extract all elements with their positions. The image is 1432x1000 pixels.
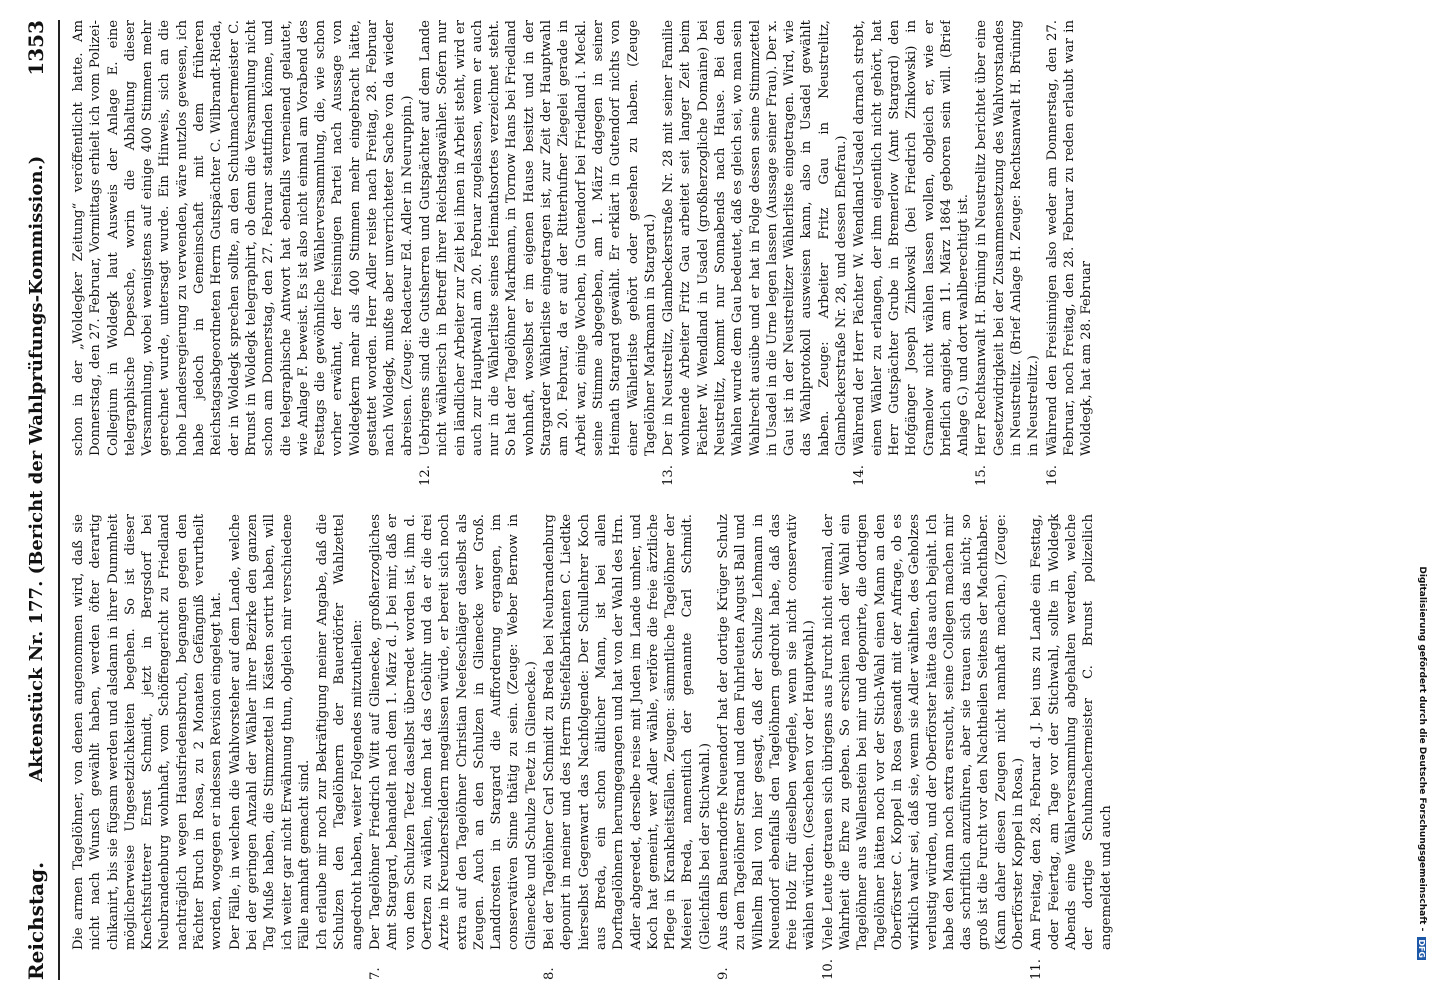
- paragraph-text: Der in Neustrelitz, Glambeckerstraße Nr. 28 mit seiner Familie wohnende Arbeiter Fritz Gau arbeitet seit langer Zeit beim Pächter W. Wendland in Usadel (großherzogliche Domaine) bei Neustrelitz, kommt nur Sonnabends nach Hause. Bei den Wahlen wurde dem Gau bedeutet, daß es gleich sei, wo man sein Wahlrecht ausübe und er hat in Folge dessen seine Stimmzettel in Usadel in die Urne legen lassen (Aussage seiner Frau). Der x. Gau ist in der Neustrelitzer Wählerliste eingetragen. Wird, wie das Wahlprotokoll ausweisen kann, also in Usadel gewählt haben. Zeuge: Arbeiter Fritz Gau in Neustrelitz, Glambeckerstraße Nr. 28, und dessen Ehefrau.): [661, 20, 850, 456]
- page-header: [16, 20, 56, 980]
- paragraph: [1028, 514, 1115, 980]
- paragraph-number: 13.: [661, 465, 677, 486]
- paragraph-text: Die armen Tagelöhner, von denen angenommen wird, daß sie nicht nach Wunsch gewählt haben, werden öfter derartig chikanirt, bis sie fügsam werden und alsdann in ihrer Dummheit möglicherweise Ungesetzlichkeiten begehen. So ist dieser Knechtsfutterer Ernst Schmidt, jetzt in Bergsdorf bei Neubrandenburg wohnhaft, vom Schöffengericht zu Friedland nachträglich wegen Hausfriedensbruch, begangen gegen den Pächter Bruch in Rosa, zu 2 Monaten Gefängniß verurtheilt worden, wogegen er indessen Revision eingelegt hat.: [71, 514, 225, 950]
- text-columns: [70, 20, 1350, 980]
- paragraph-text: Aus dem Bauerndorfe Neuendorf hat der dortige Krüger Schulz zu dem Tagelöhner Strand und dem Fuhrleuten August Ball und Wilhelm Ball von hier gesagt, daß der Schulze Lehmann in Neuendorf ebenfalls den Tagelöhnern gedroht habe, daß das freie Holz für dieselben wegfiele, wenn sie nicht conservativ wählen würden. (Geschehen vor der Hauptwahl.): [715, 514, 818, 950]
- paragraph-text: schon in der „Woldegker Zeitung“ veröffentlicht hatte. Am Donnerstag, den 27. Februar, Vormittags erhielt ich vom Polizei-Collegium in Woldegk laut Ausweis der Anlage E. eine telegraphische Depesche, worin die Abhaltung dieser Versammlung, wobei wenigstens auf einige 400 Stimmen mehr gerechnet wurde, untersagt wurde. Ein Hinweis, sich an die hohe Landesregierung zu verwenden, wäre nutzlos gewesen, ich habe jedoch in Gemeinschaft mit dem früheren Reichstagsabgeordneten Herrn Gutspächter C. Wilbrandt-Rieda, der in Woldegk sprechen sollte, an den Schuhmachermeister C. Brunst in Woldegk telegraphirt, ob denn die Versammlung nicht schon am Donnerstag, den 27. Februar stattfinden könne, und die telegraphische Antwort hat ebenfalls verneinend gelautet, wie Anlage F. beweist. Es ist also nicht einmal am Vorabend des Festtags die gewöhnliche Wählerversammlung, die, wie schon vorher erwähnt, der freisinnigen Partei nach Aussage von Woldegkern mehr als 400 Stimmen mehr eingebracht hätte, gestattet worden. Herr Adler reiste nach Freitag, 28. Februar nach Woldegk, mußte aber unverrichteter Sache von da wieder abreisen. (Zeuge: Redacteur Ed. Adler in Neuruppin.): [71, 20, 415, 456]
- paragraph-number: [227, 956, 314, 980]
- paragraph-number: 14.: [852, 465, 868, 486]
- paragraph-text: Viele Leute getrauen sich übrigens aus Furcht nicht einmal, der Wahrheit die Ehre zu geben. So erschien nach der Wahl ein Tagelöhner aus Wallenstein bei mir und deponirte, die dortigen Tagelöhner hätten noch vor der Stich-Wahl einen Mann an den Oberförster C. Koppel in Rosa gesandt mit der Anfrage, ob es wirklich wahr sei, daß sie, wenn sie Adler wählten, des Geholzes verlustig würden, und der Oberförster hätte das auch bejaht. Ich habe den Mann noch extra ersucht, seine Collegen machen mir das schriftlich anzuführen, aber sie trauen sich das nicht; so groß ist die Furcht vor den Nachtheilen Seitens der Machthaber. (Kann daher diesen Zeugen nicht namhaft machen.) (Zeuge: Oberförster Koppel in Rosa.): [820, 514, 1027, 950]
- paragraph-number: [314, 956, 367, 980]
- page-number: 1353: [24, 20, 48, 76]
- paragraph-number: 12.: [417, 465, 433, 486]
- paragraph: [660, 20, 851, 486]
- paragraph: [417, 20, 660, 486]
- paragraph-number: [70, 956, 227, 980]
- paragraph: [820, 514, 1029, 980]
- paragraph-number: 9.: [715, 967, 731, 980]
- header-title: Aktenstück Nr. 177. (Bericht der Wahlprüfungs-Kommission.): [25, 155, 47, 782]
- paragraph-text: Während den Freisinnigen also weder am Donnerstag, den 27. Februar, noch Freitag, den 28. Februar zu reden erlaubt war in Woldegk, hat am 28. Februar: [1044, 20, 1095, 456]
- header-rule: [58, 20, 60, 980]
- paragraph: [367, 514, 541, 980]
- paragraph: [851, 20, 973, 486]
- left-column: [70, 514, 1350, 980]
- paragraph: [541, 514, 715, 980]
- paragraph-number: 7.: [368, 967, 384, 980]
- paragraph-number: 15.: [974, 465, 990, 486]
- paragraph-number: 8.: [542, 967, 558, 980]
- paragraph-text: Der Tagelöhner Friedrich Witt auf Glienecke, großherzogliches Amt Stargard, behandelt nach dem 1. März d. J. bei mir, daß er von dem Schulzen Teetz daselbst überredet worden ist, ihm d. Oertzen zu wählen, indem hat das Gebühr und da er die drei Arzte in Kreuzhersfeldern megalissen würde, er bereit sich noch extra auf den Tagelöhner Christian Neefeschläger daselbst als Zeugen. Auch an den Schulzen in Glienecke wer Groß. Landdrosten in Stargard die Aufforderung ergangen, im conservativen Sinne thätig zu sein. (Zeuge: Weber Bernow in Glienecke und Schulze Teetz in Glienecke.): [368, 514, 539, 950]
- paragraph-number: 16.: [1044, 465, 1060, 486]
- header-left: Reichstag.: [24, 861, 48, 980]
- paragraph: [227, 514, 314, 980]
- paragraph-text: Während der Herr Pächter W. Wendland-Usadel darnach strebt, einen Wähler zu erlangen, der ihm eigentlich nicht gehört, hat Herr Gutspächter Grube in Bremerlow (Amt Stargard) den Hofgänger Joseph Zinkowski (bei Friedrich Zinkowski) in Gramelow nicht wählen lassen wollen, obgleich er, wie er brieflich angiebt, am 11. März 1864 geboren sein will. (Brief Anlage G.) und dort wahlberechtigt ist.: [852, 20, 972, 456]
- paragraph-text: Ich erlaube mir noch zur Bekräftigung meiner Angabe, daß die Schulzen den Tagelöhnern der Bauerdörfer Wahlzettel angedroht haben, weiter Folgendes mitzutheilen:: [315, 514, 365, 950]
- paragraph-number: [70, 462, 417, 486]
- paragraph-text: Der Fälle, in welchen die Wahlvorsteher auf dem Lande, welche bei der geringen Anzahl der Wähler ihrer Bezirke den ganzen Tag Muße haben, die Stimmzettel in Kästen sortirt haben, will ich weiter gar nicht Erwähnung thun, obgleich mir verschiedene Fälle namhaft gemacht sind.: [227, 514, 312, 950]
- dfg-logo: DFG: [1417, 939, 1427, 958]
- paragraph-text: Uebrigens sind die Gutsherren und Gutspächter auf dem Lande nicht wählerisch in Betreff ihrer Reichstagswähler. Sofern nur ein ländlicher Arbeiter zur Zeit bei ihnen in Arbeit steht, wird er auch zur Hauptwahl am 20. Februar zugelassen, wenn er auch nur in die Wählerliste seines Heimathsortes verzeichnet steht. So hat der Tagelöhner Markmann, in Tornow Hans bei Friedland wohnhaft, woselbst er im eigenen Hause besitzt und in der Stargarder Wählerliste eingetragen ist, zur Zeit der Hauptwahl am 20. Februar, da er auf der Ritterhufner Ziegelei gerade in Arbeit war, einige Wochen, in Gutendorf bei Friedland i. Meckl. seine Stimme abgegeben, am 1. März dagegen in seiner Heimath Stargard gewählt. Er erklärt in Gutendorf nichts von einer Wählerliste gehört oder gesehen zu haben. (Zeuge Tagelöhner Markmann in Stargard.): [417, 20, 658, 456]
- right-column: [70, 20, 1350, 486]
- credit-text: Digitalisierung gefördert durch die Deutsche Forschungsgemeinschaft -: [1417, 566, 1427, 932]
- paragraph-number: 11.: [1029, 959, 1045, 980]
- paragraph-number: 10.: [820, 959, 836, 980]
- paragraph-text: Am Freitag, den 28. Februar d. J. bei uns zu Lande ein Festtag, oder Feiertag, am Tage vor der Stichwahl, sollte in Woldegk Abends eine Wählerversammlung abgehalten werden, welche der dortige Schuhmachermeister C. Brunst polizeilich angemeldet und auch: [1029, 514, 1114, 950]
- paragraph: [70, 514, 227, 980]
- paragraph: [314, 514, 367, 980]
- paragraph: [973, 20, 1043, 486]
- paragraph: [1044, 20, 1097, 486]
- paragraph-text: Bei der Tagelöhner Carl Schmidt zu Breda bei Neubrandenburg deponirt in meiner und des Herrn Stiefelfabrikanten C. Liedtke hierselbst Gegenwart das Nachfolgende: Der Schullehrer Koch aus Breda, ein schon ältlicher Mann, ist bei allen Dorftagelöhnern herumgegangen und hat von der Wahl des Hrn. Adler abgeredet, derselbe reise mit Juden im Lande umher, und Koch hat gemeint, wer Adler wähle, verlöre die freie ärztliche Pflege in Krankheitsfällen. Zeugen: sämmtliche Tagelöhner der Meierei Breda, namentlich der genannte Carl Schmidt. (Gleichfalls bei der Stichwahl.): [542, 514, 713, 950]
- paragraph: [70, 20, 417, 486]
- digitization-credit: [1414, 0, 1430, 1000]
- paragraph: [715, 514, 820, 980]
- paragraph-text: Herr Rechtsanwalt H. Brüning in Neustrelitz berichtet über eine Gesetzwidrigkeit bei der Zusammensetzung des Wahlvorstandes in Neustrelitz. (Brief Anlage H. Zeuge: Rechtsanwalt H. Brüning in Neustrelitz.): [974, 20, 1042, 456]
